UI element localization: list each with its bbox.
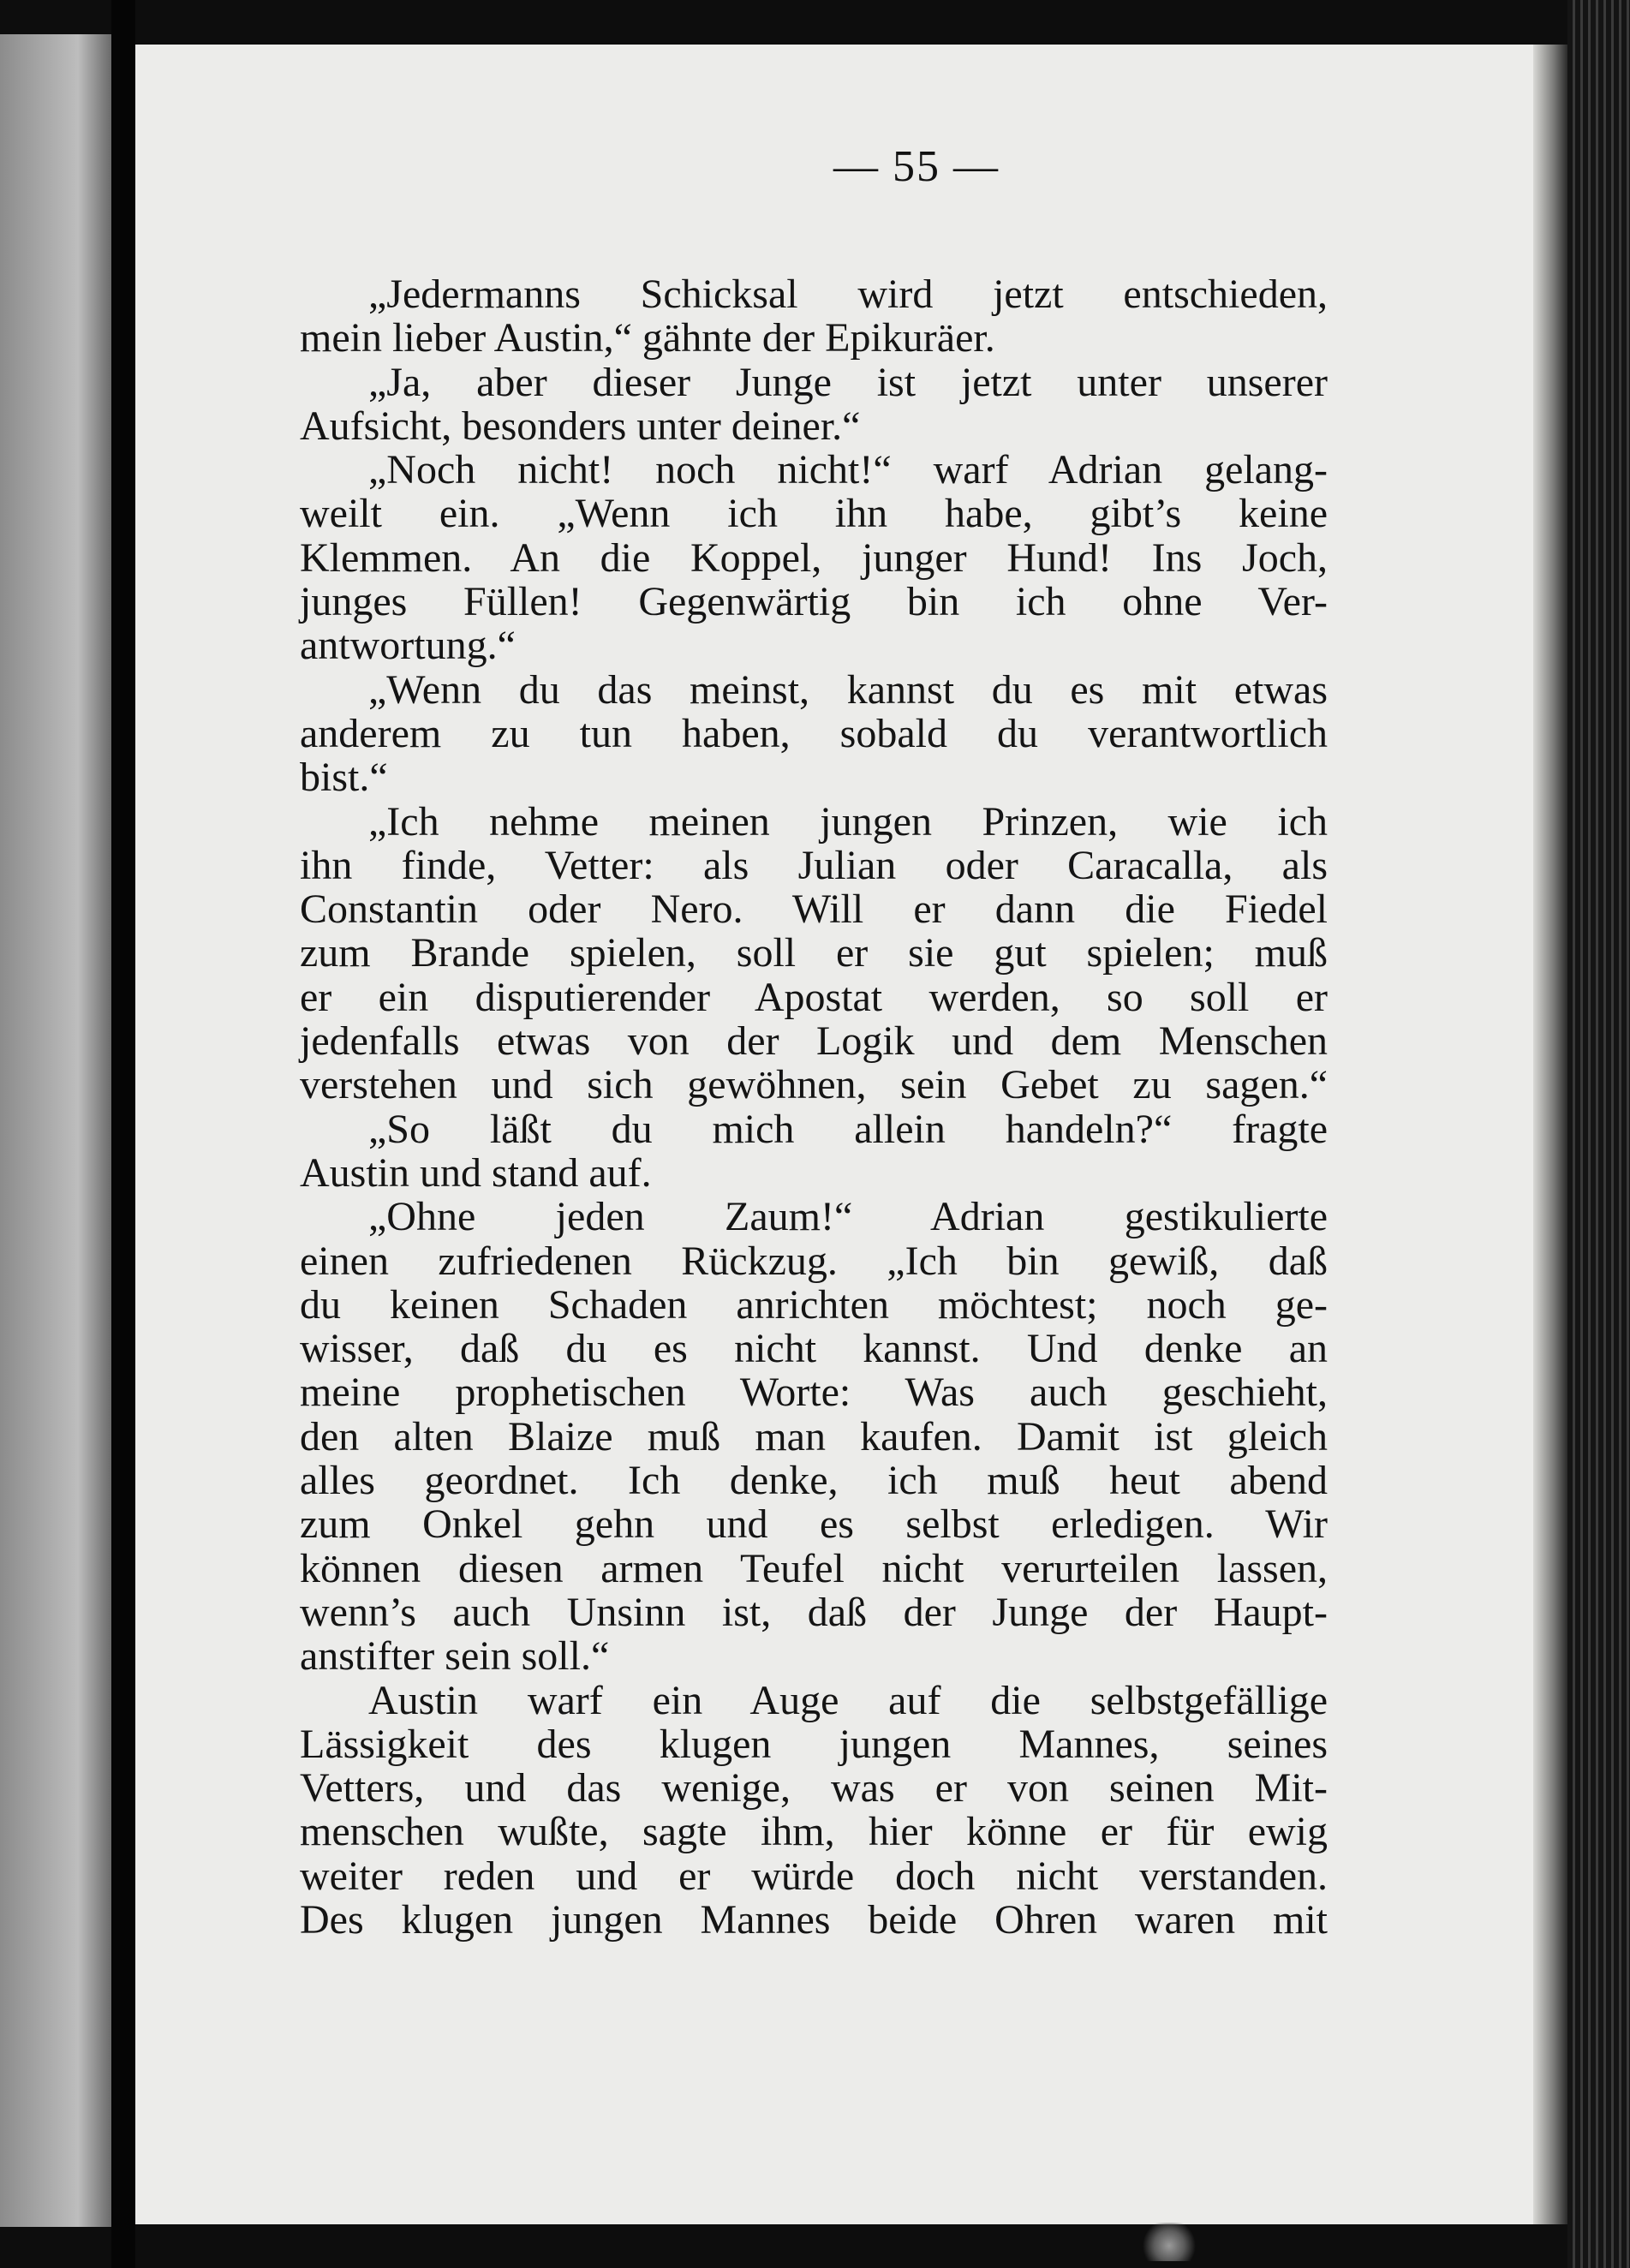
text-line: „Wenn du das meinst, kannst du es mit etwas	[368, 666, 1328, 713]
text-line: Constantin oder Nero. Will er dann die Fiedel	[300, 886, 1328, 933]
page-number: — 55 —	[833, 142, 1000, 191]
text-line: bist.“	[300, 755, 388, 801]
book-gutter	[111, 0, 135, 2268]
text-line: alles geordnet. Ich denke, ich muß heut abend	[300, 1458, 1328, 1504]
text-line: wenn’s auch Unsinn ist, daß der Junge der Haupt-	[300, 1589, 1328, 1635]
left-page-edge	[0, 34, 111, 2227]
text-line: Austin und stand auf.	[300, 1149, 652, 1196]
text-line: Klemmen. An die Koppel, junger Hund! Ins Joch,	[300, 534, 1328, 581]
text-line: du keinen Schaden anrichten möchtest; noch ge-	[300, 1281, 1328, 1328]
text-line: können diesen armen Teufel nicht verurteilen lassen,	[300, 1545, 1328, 1591]
text-line: „Noch nicht! noch nicht!“ warf Adrian gelang-	[368, 447, 1328, 493]
text-line: weiter reden und er würde doch nicht verstanden.	[300, 1853, 1328, 1899]
text-line: anstifter sein soll.“	[300, 1633, 610, 1680]
text-line: ihn finde, Vetter: als Julian oder Caracalla, als	[300, 842, 1328, 888]
text-line: „Ich nehme meinen jungen Prinzen, wie ich	[368, 798, 1328, 845]
text-line: menschen wußte, sagte ihm, hier könne er für ewig	[300, 1809, 1328, 1855]
text-line: er ein disputierender Apostat werden, so soll er	[300, 974, 1328, 1020]
text-line: zum Onkel gehn und es selbst erledigen. Wir	[300, 1501, 1328, 1548]
text-line: „So läßt du mich allein handeln?“ fragte	[368, 1106, 1328, 1152]
page-edge-shadow	[1533, 45, 1567, 2224]
text-line: Aufsicht, besonders unter deiner.“	[300, 403, 861, 449]
text-line: Vetters, und das wenige, was er von seinen Mit-	[300, 1765, 1328, 1811]
text-line: anderem zu tun haben, sobald du verantwortlich	[300, 710, 1328, 756]
text-line: verstehen und sich gewöhnen, sein Gebet zu sagen.“	[300, 1062, 1328, 1108]
text-line: wisser, daß du es nicht kannst. Und denke an	[300, 1326, 1328, 1372]
text-line: jedenfalls etwas von der Logik und dem Menschen	[300, 1018, 1328, 1065]
right-page-stack-edge	[1567, 0, 1630, 2268]
body-text	[300, 272, 1328, 1942]
text-line: „Jedermanns Schicksal wird jetzt entschieden,	[368, 272, 1328, 317]
text-line: antwortung.“	[300, 623, 516, 669]
text-line: weilt ein. „Wenn ich ihn habe, gibt’s keine	[300, 491, 1328, 537]
text-line: Austin warf ein Auge auf die selbstgefällige	[368, 1677, 1328, 1723]
text-line: Des klugen jungen Mannes beide Ohren waren mit	[300, 1896, 1328, 1943]
text-line: „Ja, aber dieser Junge ist jetzt unter unserer	[368, 359, 1328, 405]
text-line: junges Füllen! Gegenwärtig bin ich ohne Ver-	[300, 579, 1328, 625]
text-line: Lässigkeit des klugen jungen Mannes, seines	[300, 1721, 1328, 1767]
text-line: meine prophetischen Worte: Was auch geschieht,	[300, 1370, 1328, 1416]
text-line: „Ohne jeden Zaum!“ Adrian gestikulierte	[368, 1194, 1328, 1240]
text-line: einen zufriedenen Rückzug. „Ich bin gewiß, daß	[300, 1238, 1328, 1284]
text-line: zum Brande spielen, soll er sie gut spielen; muß	[300, 930, 1328, 976]
text-line: den alten Blaize muß man kaufen. Damit ist gleich	[300, 1413, 1328, 1459]
text-line: mein lieber Austin,“ gähnte der Epikuräer.	[300, 315, 995, 361]
scan-artifact	[1139, 2223, 1199, 2261]
